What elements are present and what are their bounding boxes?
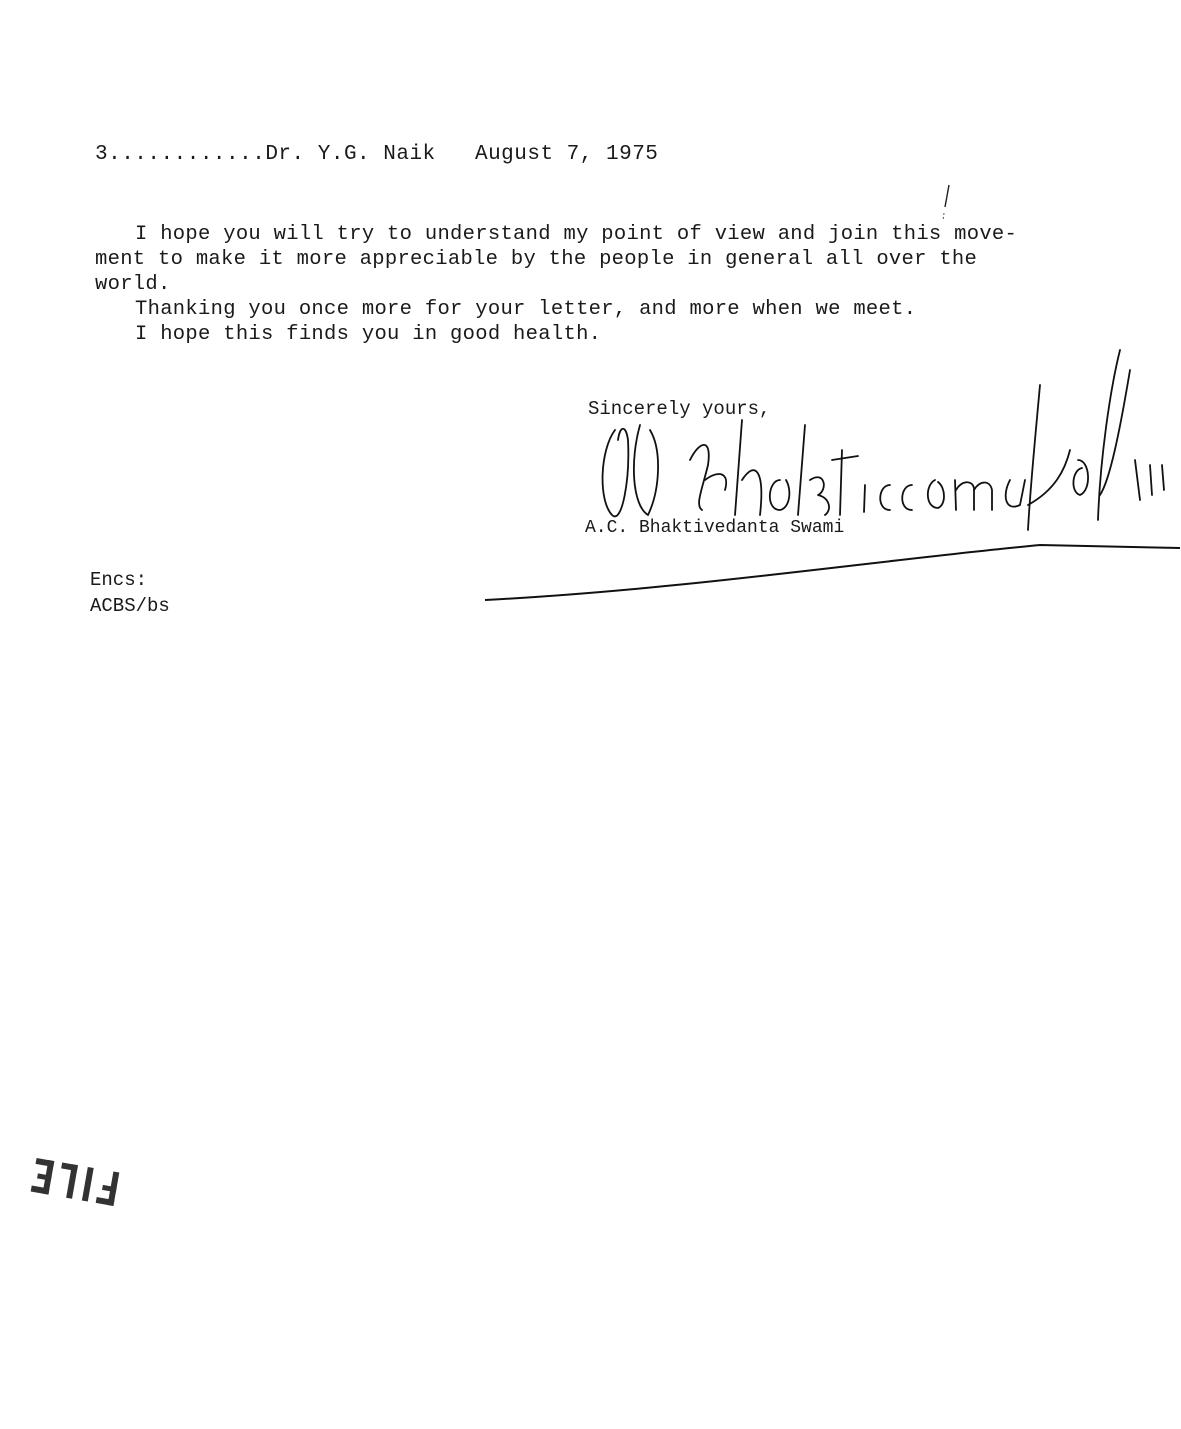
letter-header [95, 143, 658, 166]
enclosures-block [90, 567, 170, 619]
body-line: world. [95, 273, 171, 296]
page-reference: 3............Dr. Y.G. Naik [95, 143, 436, 166]
body-line: ment to make it more appreciable by the people in general all over the [95, 248, 978, 271]
letter-body [95, 222, 1055, 347]
body-line: I hope this finds you in good health. [135, 323, 602, 346]
signer-name: A.C. Bhaktivedanta Swami [585, 518, 845, 538]
file-stamp [25, 1155, 125, 1210]
typist-initials: ACBS/bs [90, 595, 170, 617]
body-line: I hope you will try to understand my point of view and join this move- [135, 223, 1018, 246]
body-line: Thanking you once more for your letter, and more when we meet. [135, 298, 917, 321]
letter-date: August 7, 1975 [474, 143, 659, 166]
closing-salutation: Sincerely yours, [588, 398, 771, 420]
enclosures-label: Encs: [90, 569, 148, 591]
handwritten-signature [480, 330, 1181, 620]
